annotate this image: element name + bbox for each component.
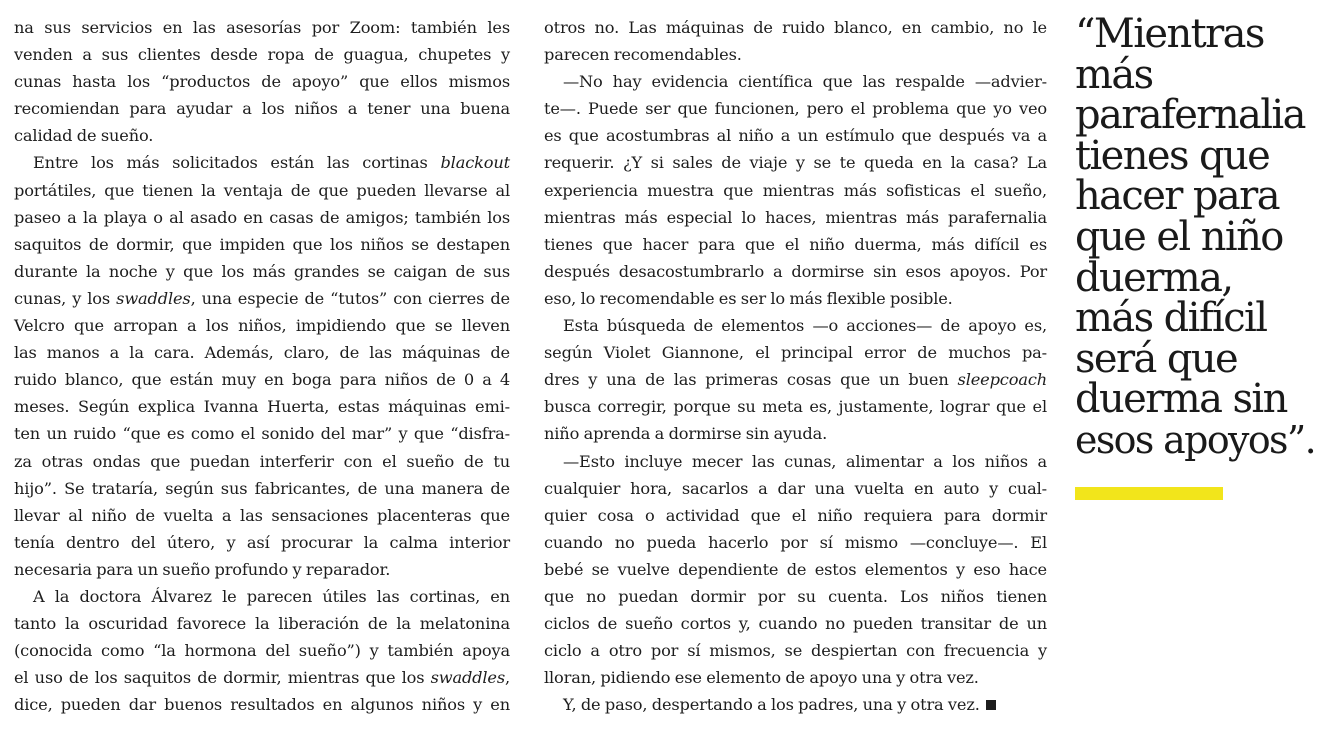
paragraph [14,583,510,718]
article-column-2 [544,14,1047,718]
italic-term: sleepcoach [957,370,1048,390]
text-line: otros no. Las máquinas de ruido blanco, en cambio, no le [544,18,1047,37]
text-line: llevar al niño de vuelta a las sensaciones placenteras que [14,505,510,525]
text-line: ruido blanco, que están muy en boga para niños de 0 a 4 [14,370,510,390]
text-line: busca corregir, porque su meta es, justamente, lograr que el [544,397,1047,417]
text-line: paseo a la playa o al asado en casas de amigos; también los [14,207,510,227]
text-line: dice, pueden dar buenos resultados en algunos niños y en [14,695,510,715]
text-line: Y, de paso, despertando a los padres, una y otra vez. [544,691,1047,718]
text-line: (conocida como “la hormona del sueño”) y también apoya [14,641,510,661]
paragraph [14,14,510,149]
paragraph [544,68,1047,312]
text-line: según Violet Giannone, el principal error de muchos pa- [544,343,1047,363]
text-line: cunas hasta los “productos de apoyo” que ellos mismos [14,72,510,92]
text-line: bebé se vuelve dependiente de estos elementos y eso hace [544,559,1047,579]
text-line: saquitos de dormir, que impiden que los niños se destapen [14,234,510,254]
text-line: meses. Según explica Ivanna Huerta, estas máquinas emi- [14,397,510,417]
pull-quote-line: “Mientras [1075,11,1264,57]
text-line: después desacostumbrarlo a dormirse sin esos apoyos. Por [544,261,1047,281]
pull-quote-line: será que [1075,335,1238,382]
text-line: cuando no pueda hacerlo por sí mismo —concluye—. El [544,532,1047,552]
text-line: es que acostumbras al niño a un estímulo que después va a [544,126,1047,146]
text-line: venden a sus clientes desde ropa de guagua, chupetes y [14,45,510,65]
text-line: necesaria para un sueño profundo y reparador. [14,559,391,579]
pull-quote-line: parafernalia [1075,92,1305,139]
paragraph [544,14,1047,68]
pull-quote-line: esos apoyos”. [1075,417,1316,462]
text-line: te—. Puede ser que funcionen, pero el problema que yo veo [544,99,1047,119]
text-line: durante la noche y que los más grandes se caigan de sus [14,261,510,281]
text-line: na sus servicios en las asesorías por Zoom: también les [14,18,510,37]
end-of-article-square-icon [986,700,996,710]
text-line: lloran, pidiendo ese elemento de apoyo una y otra vez. [544,668,979,688]
text-line: ciclos de sueño cortos y, cuando no pueden transitar de un [544,614,1047,634]
text-line: el uso de los saquitos de dormir, mientras que los swaddles, [14,668,510,688]
article-column-1 [14,14,510,718]
text-line: A la doctora Álvarez le parecen útiles las cortinas, en [33,586,510,606]
text-line: hijo”. Se trataría, según sus fabricantes, de una manera de [14,478,510,498]
text-line: cunas, y los swaddles, una especie de “tutos” con cierres de [14,288,510,308]
text-line: que no puedan dormir por su cuenta. Los niños tienen [544,586,1047,606]
pull-quote-accent-bar [1075,487,1223,500]
paragraph [14,149,510,583]
text-line: —Esto incluye mecer las cunas, alimentar a los niños a [563,451,1047,471]
text-line: cualquier hora, sacarlos a dar una vuelta en auto y cual- [544,478,1047,498]
text-line: ten un ruido “que es como el sonido del mar” y que “disfra- [14,424,510,444]
text-line: niño aprenda a dormirse sin ayuda. [544,424,828,444]
text-line: eso, lo recomendable es ser lo más flexible posible. [544,288,953,308]
italic-term: swaddles [430,668,505,688]
text-line: tienes que hacer para que el niño duerma, más difícil es [544,234,1047,254]
pull-quote-line: más [1075,51,1153,98]
text-line: recomiendan para ayudar a los niños a tener una buena [14,99,510,119]
text-line: Entre los más solicitados están las cortinas blackout [33,153,510,173]
text-line: quier cosa o actividad que el niño requiera para dormir [544,505,1047,525]
text-line: Esta búsqueda de elementos —o acciones— de apoyo es, [563,316,1047,336]
text-line: Velcro que arropan a los niños, impidiendo que se lleven [14,316,510,336]
pull-quote [1075,11,1316,462]
pull-quote-line: tienes que [1075,132,1270,179]
italic-term: swaddles [116,288,191,308]
text-line: dres y una de las primeras cosas que un buen sleepcoach [544,370,1048,390]
text-line: tanto la oscuridad favorece la liberación de la melatonina [14,614,510,634]
pull-quote-line: duerma, [1075,254,1233,301]
text-line: ciclo a otro por sí mismos, se despiertan con frecuencia y [544,641,1047,661]
text-line: parecen recomendables. [544,45,742,65]
text-line: requerir. ¿Y si sales de viaje y se te queda en la casa? La [544,153,1047,173]
text-line: za otras ondas que puedan interferir con el sueño de tu [14,451,510,471]
text-line: portátiles, que tienen la ventaja de que pueden llevarse al [14,180,510,200]
italic-term: blackout [440,153,510,173]
text-line: tenía dentro del útero, y así procurar la calma interior [14,532,510,552]
pull-quote-line: más difícil [1075,295,1267,342]
pull-quote-line: hacer para [1075,173,1279,220]
pull-quote-line: que el niño [1075,213,1283,260]
pull-quote-line: duerma sin [1075,376,1287,423]
paragraph [544,448,1047,692]
text-line: calidad de sueño. [14,126,154,146]
text-line: mientras más especial lo haces, mientras más parafernalia [544,207,1047,227]
paragraph [544,691,1047,718]
text-line: —No hay evidencia científica que las respalde —advier- [563,72,1047,92]
text-line: las manos a la cara. Además, claro, de las máquinas de [14,343,510,363]
text-line: experiencia muestra que mientras más sofisticas el sueño, [544,180,1047,200]
paragraph [544,312,1047,447]
